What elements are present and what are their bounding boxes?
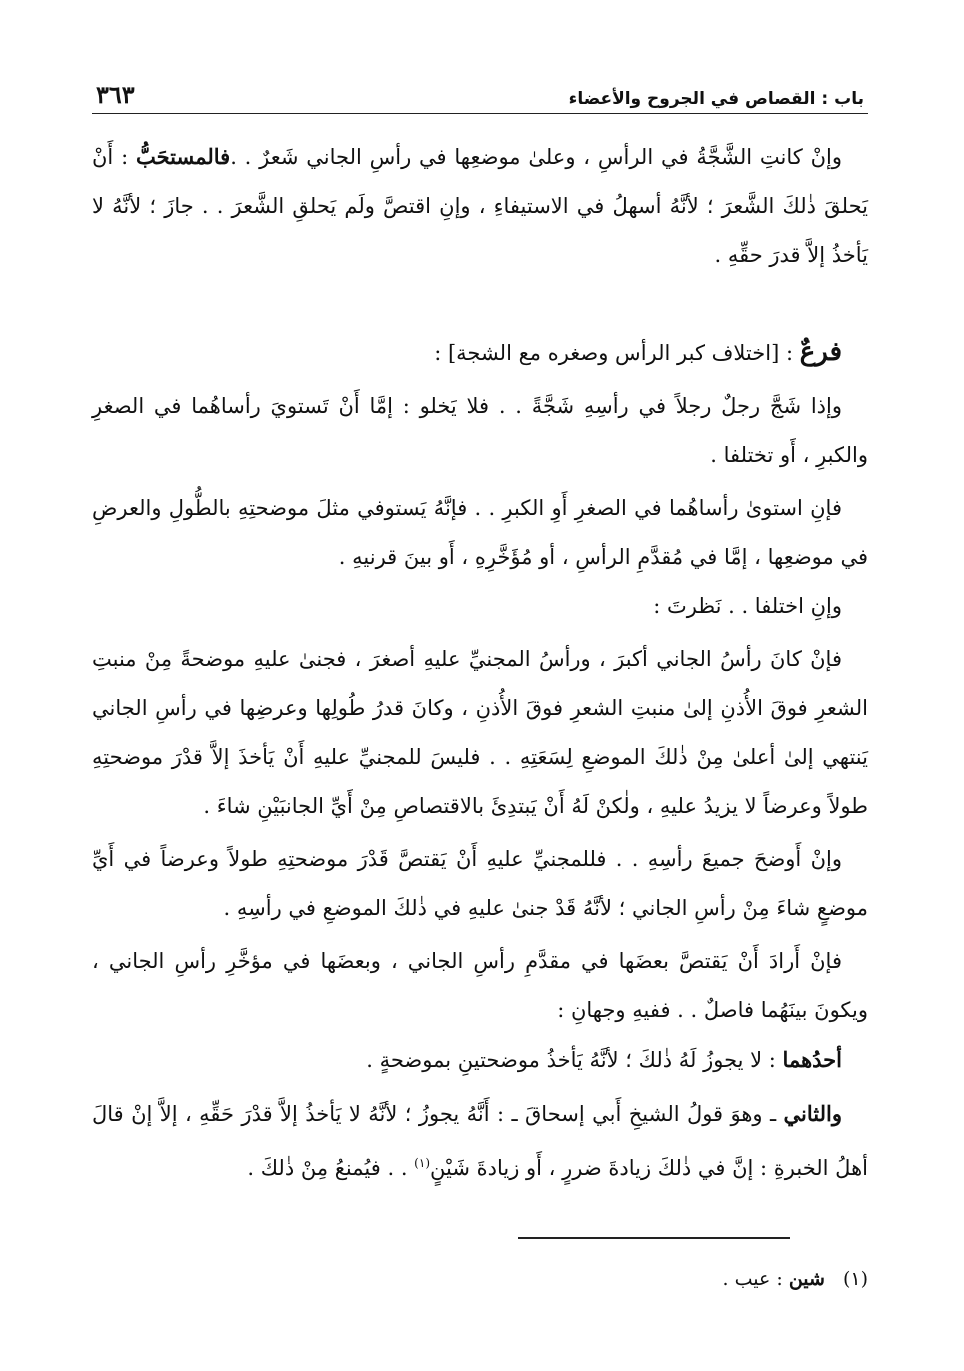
footnote-number: (١) bbox=[842, 1268, 868, 1290]
page-header bbox=[92, 70, 868, 114]
paragraph-6: وإنْ أَوضحَ جميعَ رأسِهِ . . فللمجنيِّ عليهِ أَنْ يَقتصَّ قَدْرَ موضحتِهِ طولاً وعرضاً في أَيِّ موضعٍ شاءَ مِنْ رأسِ الجاني ؛ لأنَّهُ قَدْ جنىٰ عليهِ في ذٰلكَ الموضعِ في رأسِهِ . bbox=[92, 847, 868, 920]
paragraph-7: فإنْ أَرادَ أَنْ يَقتصَّ بعضَها في مقدَّمِ رأسِ الجاني ، وبعضَها في مؤخَّرِ رأسِ الجاني ، ويكونَ بينَهُما فاصلٌ . . ففيهِ وجهانِ : bbox=[92, 949, 868, 1022]
bold-term-mustahabb: فالمستحَبُّ bbox=[135, 144, 231, 169]
page-number: ٣٦٣ bbox=[96, 80, 135, 109]
book-page bbox=[92, 70, 868, 1180]
branch-heading bbox=[92, 328, 868, 378]
branch-title: : [اختلاف كبر الرأس وصغره مع الشجة] : bbox=[434, 341, 800, 365]
main-text bbox=[92, 132, 868, 1193]
footnote-divider bbox=[518, 1237, 790, 1239]
branch-label: فرعٌ bbox=[799, 337, 842, 367]
paragraph-2: وإذا شَجَّ رجلٌ رجلاً في رأسِهِ شَجَّةً . . فلا يَخلو : إمَّا أَنْ تَستويَ رأساهُما في الصغرِ والكبرِ ، أَو تختلفا . bbox=[92, 394, 868, 467]
running-head: باب : القصاص في الجروح والأعضاء bbox=[568, 89, 864, 109]
bold-term-first: أحدُهما bbox=[782, 1047, 842, 1072]
paragraph-1: وإنْ كانتِ الشَّجَّةُ في الرأسِ ، وعلىٰ موضعِها في رأسِ الجاني شَعرٌ . .فالمستحَبُّ : أَنْ يَحلقَ ذٰلكَ الشَّعرَ ؛ لأنَّهُ أسهلُ في الاستيفاءِ ، وإنِ اقتصَّ ولَم يَحلقِ الشَّعرَ . . جازَ ؛ لأنَّهُ لا يَأخذُ إلاَّ قدرَ حقِّهِ . bbox=[92, 144, 868, 267]
footnote bbox=[723, 1268, 868, 1290]
paragraph-5: فإنْ كانَ رأسُ الجاني أكبرَ ، ورأسُ المجنيِّ عليهِ أصغرَ ، فجنىٰ عليهِ موضحةً مِنْ منبتِ الشعرِ فوقَ الأُذنِ إلىٰ منبتِ الشعرِ فوقَ الأُذنِ ، وكانَ قدرُ طُولِها وعرضِها في رأسِ الجاني يَنتهي إلىٰ أعلىٰ مِنْ ذٰلكَ الموضعِ لِسَعَتِهِ . . فليسَ للمجنيِّ عليهِ أَنْ يَأخذَ إلاَّ قدْرَ موضحتِهِ طولاً وعرضاً لا يزيدُ عليهِ ، ولٰكنْ لَهُ أَنْ يَبتدِئَ بالاقتصاصِ مِنْ أَيِّ الجانبَيْنِ شاءَ . bbox=[92, 647, 868, 818]
paragraph-4: وإنِ اختلفا . . نَظرتَ : bbox=[653, 594, 842, 618]
footnote-definition: : عيب . bbox=[722, 1268, 789, 1290]
paragraph-9: والثاني ـ وهوَ قولُ الشيخِ أَبي إسحاقَ ـ : أَنَّهُ يجوزُ ؛ لأنَّهُ لا يَأخذُ إلاَّ قدْرَ حَقِّهِ ، إلاَّ إنْ قالَ أهلُ الخبرةِ : إنَّ في ذٰلكَ زيادةَ ضررٍ ، أَو زيادةَ شَيْنٍ$^{(١)}$ . . فيُمنعُ مِنْ ذٰلكَ . bbox=[92, 1101, 868, 1180]
footnote-reference[interactable]: (١) bbox=[414, 1156, 430, 1170]
paragraph-8: أحدُهما : لا يجوزُ لَهُ ذٰلكَ ؛ لأنَّهُ يَأخذُ موضحتينِ بموضحةٍ . bbox=[366, 1047, 842, 1072]
paragraph-3: فإنِ استوىٰ رأساهُما في الصغرِ أَوِ الكبرِ . . فإنَّهُ يَستوفي مثلَ موضحتِهِ بالطُّولِ والعرضِ في موضعِها ، إمَّا في مُقدَّمِ الرأسِ ، أو مُؤَخَّرِهِ ، أَو بينَ قرنيهِ . bbox=[92, 496, 868, 569]
bold-term-second: والثاني bbox=[783, 1101, 842, 1126]
footnote-term: شين bbox=[788, 1268, 825, 1290]
